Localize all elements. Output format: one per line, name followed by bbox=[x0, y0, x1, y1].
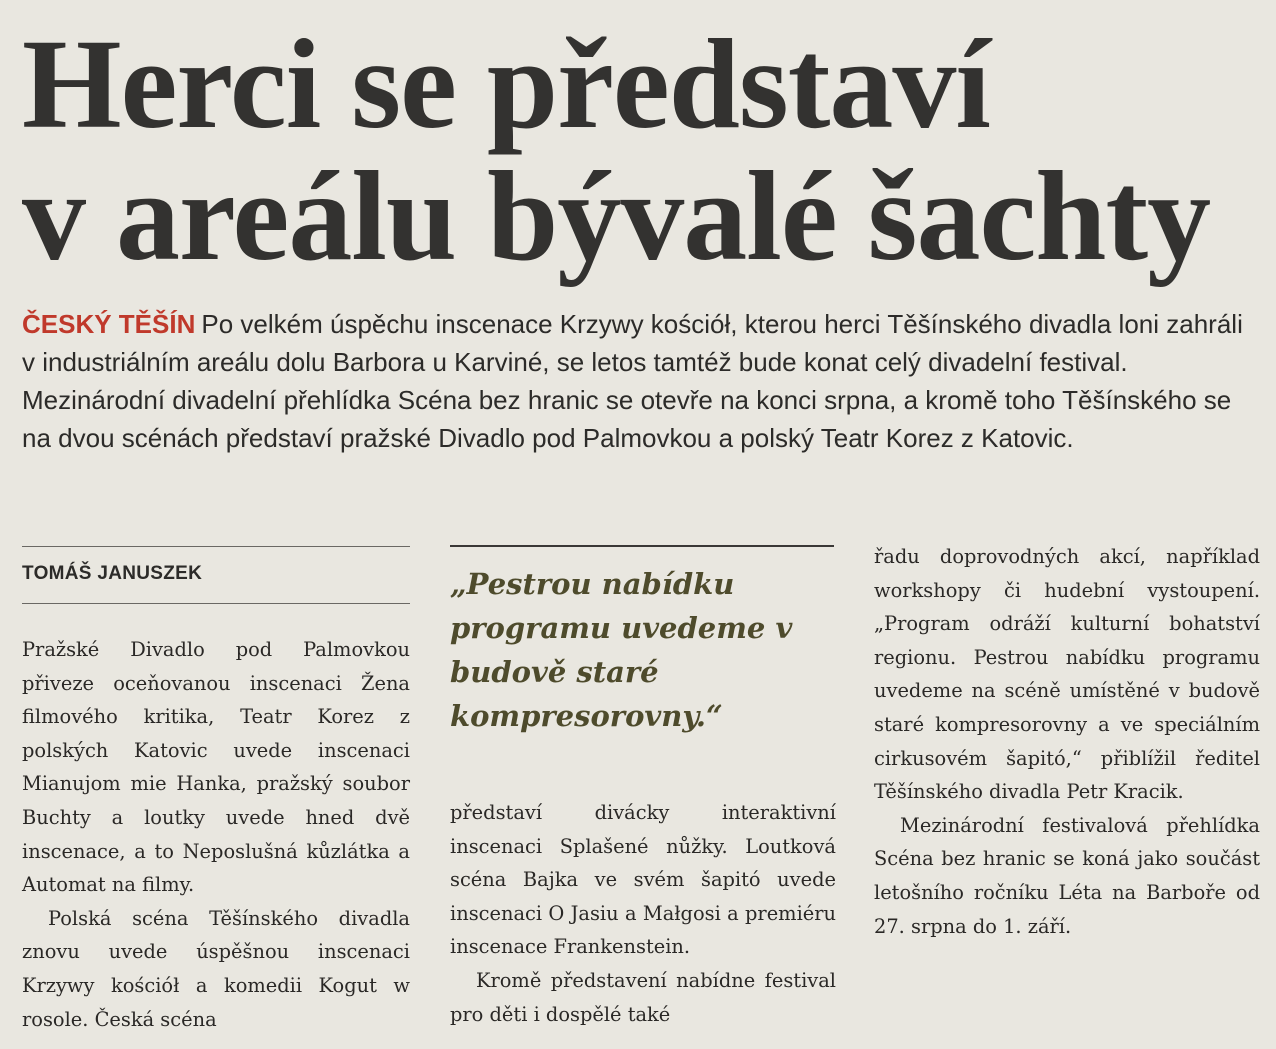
author-rule-bottom bbox=[22, 603, 410, 604]
pull-quote-rule bbox=[450, 545, 834, 547]
lead-paragraph bbox=[22, 305, 1262, 457]
lead-text: Po velkém úspěchu inscenace Krzywy kościół, kterou herci Těšínského divadla loni zahráli v industriálním areálu dolu Barbora u Karviné, se letos tamtéž bude konat celý divadelní festival. Mezinárodní divadelní přehlídka Scéna bez hranic se otevře na konci srpna, a kromě toho Těšínského se na dvou scénách představí pražské Divadlo pod Palmovkou a polský Teatr Korez z Katovic. bbox=[22, 309, 1243, 453]
headline bbox=[22, 13, 1272, 287]
column-3-paragraph-1: řadu doprovodných akcí, například workshopy či hudební vystoupení. „Program odráží kulturní bohatství regionu. Pestrou nabídku programu uvedeme na scéně umístěné v budově staré kompresorovny a ve speciálním cirkusovém šapitó,“ přiblížil ředitel Těšínského divadla Petr Kracik. bbox=[874, 545, 1260, 804]
column-3 bbox=[874, 540, 1260, 943]
column-1 bbox=[22, 633, 410, 1036]
headline-line-2: v areálu bývalé šachty bbox=[22, 145, 1211, 287]
headline-line-1: Herci se představí bbox=[22, 13, 990, 155]
dateline-place: ČESKÝ TĚŠÍN bbox=[22, 309, 196, 339]
column-3-paragraph-2: Mezinárodní festivalová přehlídka Scéna bez hranic se koná jako součást letošního ročníku Léta na Barboře od 27. srpna do 1. září. bbox=[874, 813, 1260, 938]
column-2-paragraph-2: Kromě představení nabídne festival pro děti i dospělé také bbox=[450, 968, 836, 1026]
column-2-paragraph-1: představí divácky interaktivní inscenaci Splašené nůžky. Loutková scéna Bajka ve svém šapitó uvede inscenaci O Jasiu a Małgosi a premiéru inscenace Frankenstein. bbox=[450, 801, 836, 959]
author-rule-top bbox=[22, 546, 410, 547]
column-1-paragraph-2: Polská scéna Těšínského divadla znovu uvede úspěšnou inscenaci Krzywy kościół a komedii Kogut w rosole. Česká scéna bbox=[22, 906, 410, 1031]
author-byline: TOMÁŠ JANUSZEK bbox=[22, 563, 203, 584]
column-2 bbox=[450, 796, 836, 1031]
column-1-paragraph-1: Pražské Divadlo pod Palmovkou přiveze oceňovanou inscenaci Žena filmového kritika, Teatr Korez z polských Katovic uvede inscenaci Mianujom mie Hanka, pražský soubor Buchty a loutky uvede hned dvě inscenace, a to Neposlušná kůzlátka a Automat na filmy. bbox=[22, 638, 410, 897]
pull-quote: „Pestrou nabídku programu uvedeme v budově staré kompresorovny.“ bbox=[450, 567, 793, 733]
